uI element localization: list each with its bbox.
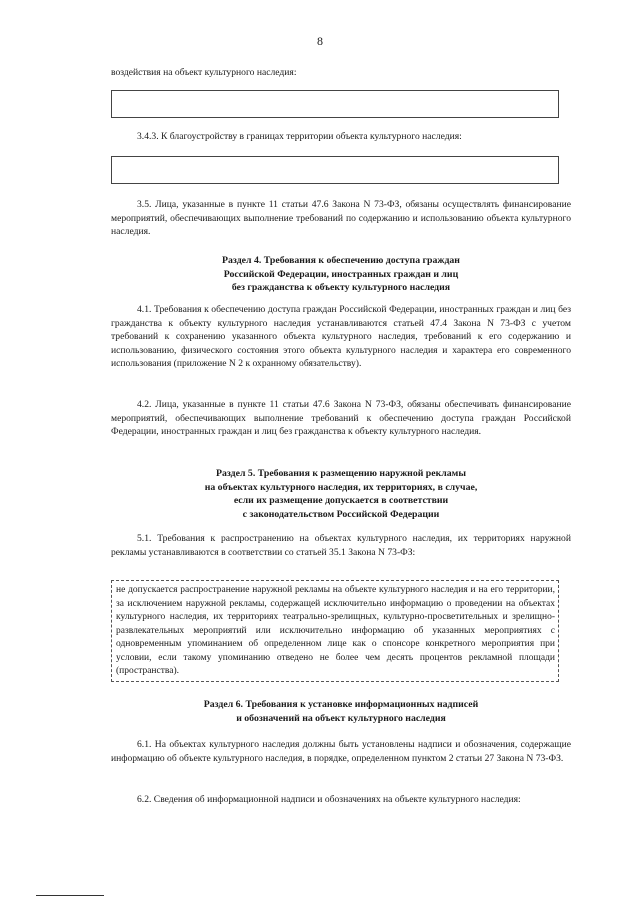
section-4-heading: Раздел 4. Требования к обеспечению доступа граждан Российской Федерации, иностранных граждан и лиц без гражданства к объекту культурного наследия (222, 255, 460, 293)
section-6-heading: Раздел 6. Требования к установке информационных надписей и обозначений на объект культурного наследия (203, 699, 479, 724)
page-number: 8 (317, 34, 323, 48)
paragraph-3-5: 3.5. Лица, указанные в пункте 11 статьи 47.6 Закона N 73-ФЗ, обязаны осуществлять финансирование мероприятий, обеспечивающих выполнение требований по содержанию и использованию объекта культурного наследия. (111, 199, 571, 237)
paragraph-4-1: 4.1. Требования к обеспечению доступа граждан Российской Федерации, иностранных граждан и лиц без гражданства к объекту культурного наследия устанавливаются статьей 47.4 Закона N 73-ФЗ с учетом требований к сохранению указанного объекта культурного наследия, требований к его содержанию и использованию, физического состояния этого объекта культурного наследия и характера его современного использования (приложение N 2 к охранному обязательству). (111, 304, 571, 369)
advertising-requirements-box: не допускается распространение наружной рекламы на объекте культурного наследия и на его территории, за исключением наружной рекламы, содержащей исключительно информацию о проведении на объектах культурного наследия, их территориях театрально-зрелищных, культурно-просветительных и зрелищно-развлекательных мероприятий или исключительно информацию об указанных мероприятиях с одновременным упоминанием об определенном лице как о спонсоре конкретного мероприятия при условии, если такому упоминанию отведено не более чем десять процентов рекламной площади (пространства). (111, 580, 559, 682)
empty-field-box-3-4-3 (111, 156, 559, 184)
continuation-paragraph: воздействия на объект культурного наследия: (111, 67, 297, 78)
paragraph-5-1: 5.1. Требования к распространению на объектах культурного наследия, их территориях наружной рекламы устанавливаются в соответствии со статьей 35.1 Закона N 73-ФЗ: (111, 533, 571, 558)
empty-field-box-3-4-2 (111, 90, 559, 118)
paragraph-4-2: 4.2. Лица, указанные в пункте 11 статьи 47.6 Закона N 73-ФЗ, обязаны обеспечивать финансирование мероприятий, обеспечивающих выполнение требований к обеспечению доступа граждан Российской Федерации, иностранных граждан и лиц без гражданства к объекту культурного наследия. (111, 399, 571, 437)
footnote-separator (36, 895, 104, 896)
section-5-heading: Раздел 5. Требования к размещению наружной рекламы на объектах культурного наследия, их территориях, в случае, если их размещение допускается в соответствии с законодательством Российской Федерации (204, 468, 478, 520)
paragraph-3-4-3: 3.4.3. К благоустройству в границах территории объекта культурного наследия: (137, 131, 462, 142)
paragraph-6-2: 6.2. Сведения об информационной надписи и обозначениях на объекте культурного наследия: (137, 794, 521, 805)
paragraph-6-1: 6.1. На объектах культурного наследия должны быть установлены надписи и обозначения, содержащие информацию об объекте культурного наследия, в порядке, определенном пунктом 2 статьи 27 Закона N 73-ФЗ. (111, 739, 571, 764)
